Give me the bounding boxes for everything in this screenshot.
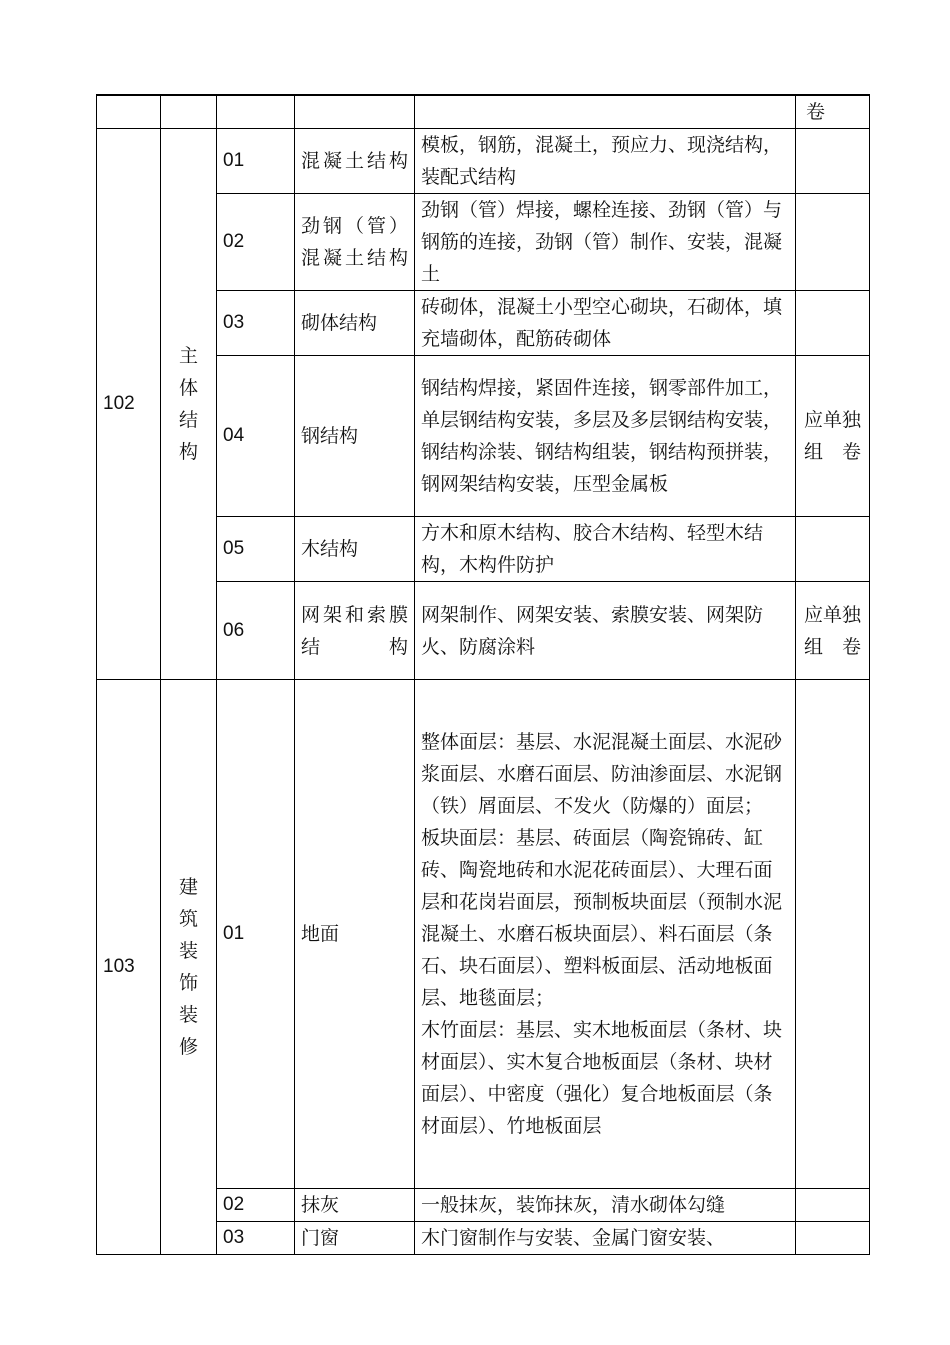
group-code: 102 [97,129,161,680]
sub-name: 钢结构 [295,356,415,517]
table-cell [295,95,415,129]
note-cell [796,1189,870,1222]
sub-name: 混凝土结构 [295,129,415,194]
group-name: 建筑装饰装修 [161,680,217,1255]
sub-name: 木结构 [295,517,415,582]
sub-code: 01 [217,680,295,1189]
note-cell [796,1222,870,1255]
sub-content: 网架制作、网架安装、索膜安装、网架防火、防腐涂料 [415,582,796,680]
note-cell: 应单独组卷 [796,356,870,517]
note-cell [796,129,870,194]
table-cell [217,95,295,129]
note-cell [796,680,870,1189]
sub-content [415,680,796,1189]
sub-code: 04 [217,356,295,517]
table-row [97,95,870,129]
sub-name: 砌体结构 [295,291,415,356]
table-row [97,680,870,1189]
sub-name: 劲钢（管）混凝土结构 [295,194,415,291]
content-paragraph: 板块面层：基层、砖面层（陶瓷锦砖、缸砖、陶瓷地砖和水泥花砖面层）、大理石面层和花岗岩面层，预制板块面层（预制水泥混凝土、水磨石板块面层）、料石面层（条石、块石面层）、塑料板面层、活动地板面层、地毯面层； [421,827,783,1009]
content-paragraph: 整体面层：基层、水泥混凝土面层、水泥砂浆面层、水磨石面层、防油渗面层、水泥钢（铁）屑面层、不发火（防爆的）面层； [421,731,783,817]
table-cell [161,95,217,129]
sub-content: 砖砌体，混凝土小型空心砌块，石砌体，填充墙砌体，配筋砖砌体 [415,291,796,356]
sub-code: 02 [217,1189,295,1222]
sub-code: 01 [217,129,295,194]
note-cell: 卷 [796,95,870,129]
sub-content: 方木和原木结构、胶合木结构、轻型木结构，木构件防护 [415,517,796,582]
table-cell [97,95,161,129]
sub-code: 02 [217,194,295,291]
sub-content: 一般抹灰，装饰抹灰，清水砌体勾缝 [415,1189,796,1222]
table-cell [415,95,796,129]
sub-name: 抹灰 [295,1189,415,1222]
sub-content: 模板，钢筋，混凝土，预应力、现浇结构，装配式结构 [415,129,796,194]
table-row [97,129,870,194]
note-cell [796,194,870,291]
sub-code: 03 [217,1222,295,1255]
group-name: 主体结构 [161,129,217,680]
archive-classification-table [96,94,870,1255]
sub-name: 地面 [295,680,415,1189]
sub-code: 03 [217,291,295,356]
sub-content: 劲钢（管）焊接，螺栓连接、劲钢（管）与钢筋的连接，劲钢（管）制作、安装，混凝土 [415,194,796,291]
sub-content: 钢结构焊接，紧固件连接，钢零部件加工，单层钢结构安装，多层及多层钢结构安装，钢结构涂装、钢结构组装，钢结构预拼装，钢网架结构安装，压型金属板 [415,356,796,517]
note-cell [796,517,870,582]
sub-name: 网架和索膜结构 [295,582,415,680]
note-cell [796,291,870,356]
content-paragraph: 木竹面层：基层、实木地板面层（条材、块材面层）、实木复合地板面层（条材、块材面层）、中密度（强化）复合地板面层（条材面层）、竹地板面层 [421,1019,783,1137]
note-cell: 应单独组卷 [796,582,870,680]
group-code: 103 [97,680,161,1255]
sub-code: 05 [217,517,295,582]
sub-content: 木门窗制作与安装、金属门窗安装、 [415,1222,796,1255]
sub-name: 门窗 [295,1222,415,1255]
sub-code: 06 [217,582,295,680]
